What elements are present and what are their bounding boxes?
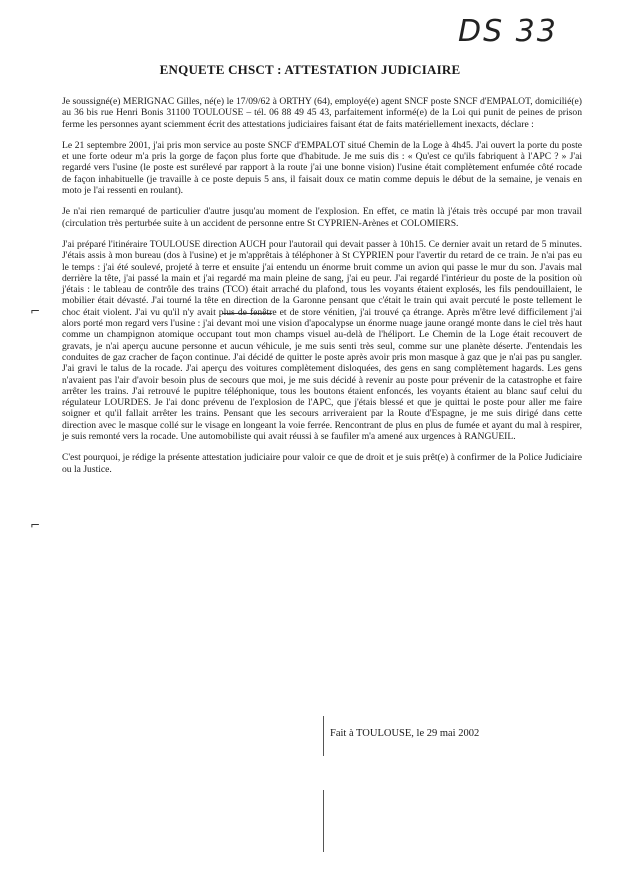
paragraph-morning: Le 21 septembre 2001, j'ai pris mon service au poste SNCF d'EMPALOT situé Chemin de la Loge à 4h45. J'ai ouvert la porte du poste et une forte odeur m'a pris la gorge de façon plus forte que d'habitude. Je me suis dis : « Qu'est ce qu'ils fabriquent à l'APC ? » J'ai regardé vers l'usine (le poste est surélevé par rapport à la route j'ai une bonne vision) l'usine était complètement enfumée côté rocade de façon inhabituelle (je travaille à ce poste depuis 5 ans, il faisait doux ce matin comme depuis le début de la semaine, je venais en moto je l'ai ressenti en roulant). [62, 139, 582, 197]
document-body [62, 96, 582, 485]
margin-vertical-line [323, 790, 324, 852]
paragraph-closing: C'est pourquoi, je rédige la présente attestation judiciaire pour valoir ce que de droit et je suis prêt(e) à confirmer de la Police Judiciaire ou la Justice. [62, 452, 582, 475]
paragraph-identity: Je soussigné(e) MERIGNAC Gilles, né(e) le 17/09/62 à ORTHY (64), employé(e) agent SNCF poste SNCF d'EMPALOT, domicilié(e) au 36 bis rue Henri Bonis 31100 TOULOUSE – tél. 06 88 49 45 43, parfaitement informé(e) de la Loi qui punit de peines de prison ferme les personnes ayant sciemment écrit des attestations judiciaires faisant état de faits matériellement inexacts, déclare : [62, 96, 582, 130]
paragraph-explosion: J'ai préparé l'itinéraire TOULOUSE direction AUCH pour l'autorail qui devait passer à 10h15. Ce dernier avait un retard de 5 minutes. J'étais assis à mon bureau (dos à l'usine) et je m'apprêtais à téléphoner à St CYPRIEN pour l'avertir du retard de ce train. Je n'ai pas eu le temps : j'ai été soulevé, projeté à terre et ensuite j'ai entendu un énorme bruit comme un avion qui passe le mur du son. J'avais mal derrière la tête, j'ai passé la main et j'ai regardé ma main pleine de sang, j'ai eu peur. J'ai regardé l'intérieur du poste de la position où j'étais : le tableau de contrôle des trains (TCO) était arraché du plafond, tous les voyants étaient explosés, les fils pendouillaient, le mobilier était dévasté. J'ai tourné la tête en direction de la Garonne pensant que c'était le train qui avait percuté le poste tellement le choc était violent. J'ai vu qu'il n'y avait plus de fenêtre et de store vénitien, j'ai trouvé ça étrange. Après m'être levé difficilement j'ai alors porté mon regard vers l'usine : j'ai devant moi une vision d'apocalypse un énorme nuage jaune orangé monte dans le ciel très haut comme un champignon atomique occupant tout mon champs visuel au-delà de l'héliport. Le Chemin de la Loge était recouvert de gravats, je n'ai aperçu aucune personne et aucun véhicule, je me suis senti très seul, comme sur une planète déserte. J'entendais les conduites de gaz cracher de façon continue. J'ai décidé de quitter le poste après avoir pris mon masque à gaz que je n'ai pas pu sangler. J'ai gravi le talus de la rocade. J'ai aperçu des voitures complètement disloquées, des gens en sang complètement hagards. Les gens n'avaient pas l'air d'avoir besoin plus de secours que moi, je me suis décidé à revenir au poste pour prévenir de la catastrophe et faire arrêter les trains. J'ai retrouvé le pupitre téléphonique, tous les boutons étaient enfoncés, les voyants étaient au blanc sauf celui du régulateur LOURDES. Je l'ai donc prévenu de l'explosion de l'APC, que j'étais blessé et que je quittai le poste pour aller me faire soigner et qu'il fallait arrêter les trains. Pensant que les secours arriveraient par la Route d'Espagne, je me suis dirigé dans cette direction avec le masque collé sur le visage en longeant la voie ferrée. Rencontrant de plus en plus de fumée et ayant du mal à respirer, je suis remonté vers la rocade. Une automobiliste qui avait réussi à se faufiler m'a amené aux urgences à RANGUEIL. [62, 238, 582, 443]
underline-mark [222, 313, 272, 314]
margin-tick-mark: ⌐ [30, 518, 41, 532]
page-title: ENQUETE CHSCT : ATTESTATION JUDICIAIRE [159, 62, 461, 77]
margin-vertical-line [323, 716, 324, 756]
paragraph-traffic: Je n'ai rien remarqué de particulier d'autre jusqu'au moment de l'explosion. En effet, ce matin là j'étais très occupé par mon travail (circulation très perturbée suite à un accident de personne entre St CYPRIEN-Arènes et COLOMIERS. [62, 206, 582, 229]
reference-stamp: DS 33 [458, 14, 558, 49]
margin-tick-mark: ⌐ [30, 304, 41, 318]
signature-line: Fait à TOULOUSE, le 29 mai 2002 [330, 728, 480, 739]
